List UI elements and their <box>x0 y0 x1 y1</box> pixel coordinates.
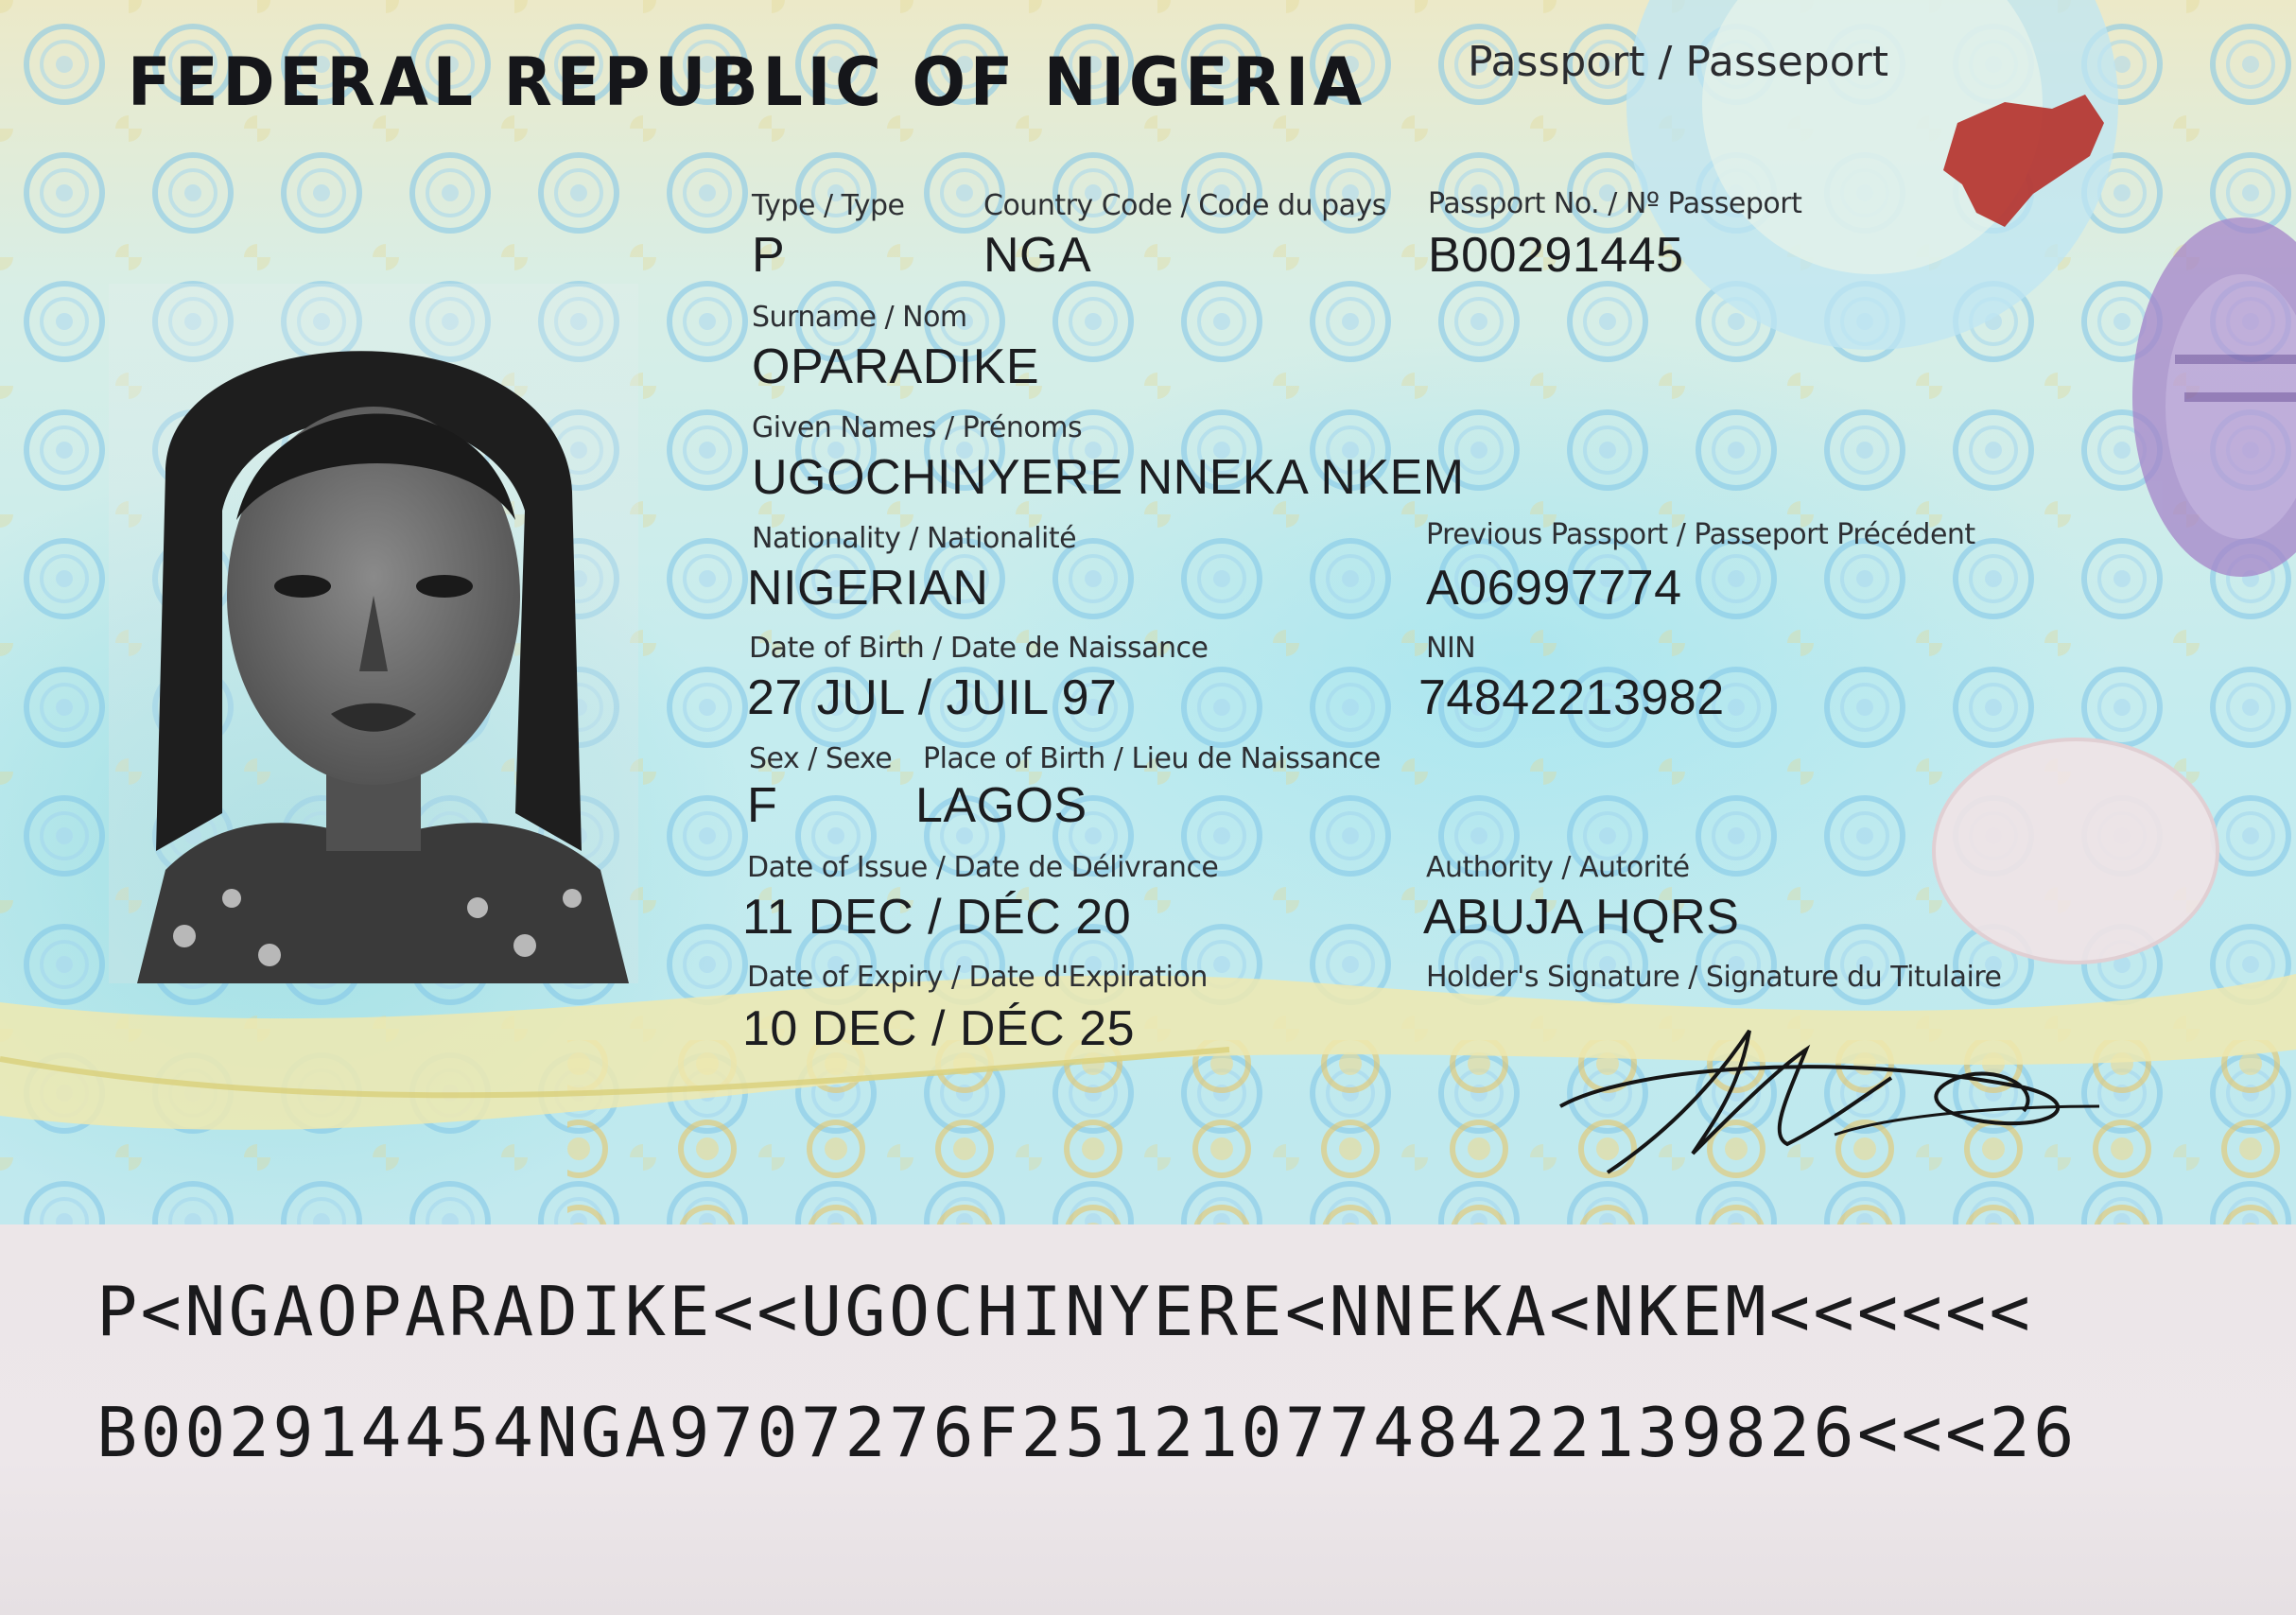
place-of-birth-value: LAGOS <box>915 778 1087 833</box>
nationality-label: Nationality / Nationalité <box>752 522 1077 555</box>
country-title: FEDERAL REPUBLIC OF NIGERIA <box>128 43 1366 121</box>
date-of-expiry-label: Date of Expiry / Date d'Expiration <box>747 961 1208 994</box>
mrz-line-2: B002914454NGA9707276F2512107748422139826<<<26 <box>96 1393 2078 1472</box>
holder-signature-label: Holder's Signature / Signature du Titulaire <box>1426 961 2002 994</box>
mrz-line-1: P<NGAOPARADIKE<<UGOCHINYERE<NNEKA<NKEM<<<<<< <box>96 1272 2034 1351</box>
type-label: Type / Type <box>752 189 905 222</box>
sex-value: F <box>747 778 778 833</box>
holder-signature <box>1551 1012 2118 1182</box>
given-names-value: UGOCHINYERE NNEKA NKEM <box>752 450 1465 505</box>
date-of-issue-label: Date of Issue / Date de Délivrance <box>747 851 1219 884</box>
place-of-birth-label: Place of Birth / Lieu de Naissance <box>923 742 1381 775</box>
country-code-label: Country Code / Code du pays <box>983 189 1386 222</box>
type-value: P <box>752 228 786 283</box>
holder-photo <box>109 284 638 983</box>
portrait-image <box>109 284 638 983</box>
passport-no-label: Passport No. / Nº Passeport <box>1428 187 1802 220</box>
date-of-issue-value: 11 DEC / DÉC 20 <box>742 890 1132 945</box>
passport-no-value: B00291445 <box>1428 228 1684 283</box>
given-names-label: Given Names / Prénoms <box>752 411 1083 444</box>
authority-value: ABUJA HQRS <box>1423 890 1740 945</box>
machine-readable-zone <box>0 1224 2296 1615</box>
previous-passport-label: Previous Passport / Passeport Précédent <box>1426 518 1975 551</box>
nationality-value: NIGERIAN <box>747 561 989 616</box>
date-of-expiry-value: 10 DEC / DÉC 25 <box>742 1001 1135 1056</box>
nin-label: NIN <box>1426 632 1476 665</box>
nin-value: 74842213982 <box>1418 670 1725 725</box>
date-of-birth-value: 27 JUL / JUIL 97 <box>747 670 1118 725</box>
sex-label: Sex / Sexe <box>749 742 893 775</box>
previous-passport-value: A06997774 <box>1426 561 1682 616</box>
surname-value: OPARADIKE <box>752 339 1040 394</box>
surname-label: Surname / Nom <box>752 301 967 334</box>
date-of-birth-label: Date of Birth / Date de Naissance <box>749 632 1209 665</box>
authority-label: Authority / Autorité <box>1426 851 1690 884</box>
country-code-value: NGA <box>983 228 1092 283</box>
document-type: Passport / Passeport <box>1468 38 1888 86</box>
